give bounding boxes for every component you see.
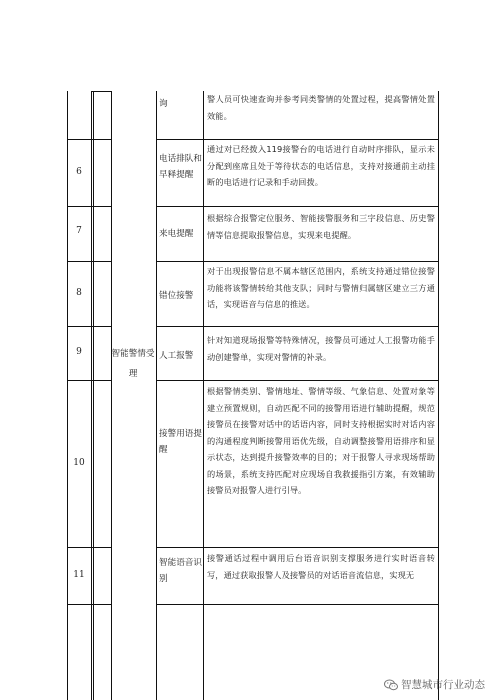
row-divider-7 (67, 604, 111, 605)
row-divider-6b (156, 547, 438, 548)
row-divider-4b (156, 326, 438, 327)
row-9-function: 人工报警 (159, 351, 194, 361)
table-col-divider-1 (91, 91, 92, 700)
row-divider-4 (67, 326, 111, 327)
row-8-description: 对于出现报警信息不属本辖区范围内，系统支持通过错位接警功能将该警情转给其他支队；同时与警情归属辖区建立三方通话，实现语音与信息的推送。 (207, 266, 435, 309)
row-divider-3 (67, 261, 111, 262)
watermark (384, 677, 485, 692)
table-border-right (438, 91, 439, 700)
row-divider-1 (67, 139, 111, 140)
row-9-description: 针对知道现场报警等特殊情况，接警员可通过人工报警功能手动创建警单，实现对警情的补录。 (207, 335, 435, 362)
row-divider-3b (156, 261, 438, 262)
table-col-divider-2 (111, 91, 112, 700)
row-divider-7b (156, 604, 438, 605)
wechat-icon (384, 679, 398, 691)
row-7-description: 根据综合报警定位服务、智能接警服务和三字段信息、历史警情等信息提取报警信息，实现来电提醒。 (207, 213, 435, 240)
table-col-divider-4 (203, 91, 204, 700)
row-11-description: 接警通话过程中调用后台语音识别支撑服务进行实时语音转写，通过获取报警人及接警员的对话语音流信息，实现无 (207, 553, 435, 580)
row-11-number: 11 (73, 570, 85, 580)
table-top-border (91, 91, 111, 92)
row-divider-6 (67, 547, 111, 548)
category-label: 智能警情受理 (111, 349, 155, 379)
row-divider-2 (67, 206, 111, 207)
row-0-function: 询 (159, 99, 168, 109)
row-10-function: 接警用语提醒 (159, 429, 202, 455)
row-8-function: 错位接警 (159, 291, 194, 301)
watermark-text: 智慧城市行业动态 (401, 679, 485, 691)
row-9-number: 9 (76, 347, 82, 357)
row-divider-5b (156, 380, 438, 381)
row-divider-5 (67, 380, 111, 381)
row-6-function: 电话排队和早释提醒 (159, 154, 202, 180)
row-10-number: 10 (73, 458, 85, 468)
row-divider-2b (156, 206, 438, 207)
table-col-divider-3 (156, 91, 157, 700)
row-10-description: 根据警情类别、警情地址、警情等级、气象信息、处置对象等建立预置规则，自动匹配不同的接警用语进行辅助提醒，规范接警员在接警对话中的话语内容，同时支持根据实时对话内容的沟通程度判断接警用语优先级，自动调整接警用语排序和显示状态，达到提升接警效率的目的；对于报警人寻求现场帮助的场景，系统支持匹配对应现场自我救援指引方案，有效辅助接警员对报警人进行引导。 (207, 386, 435, 495)
row-8-number: 8 (76, 288, 82, 298)
row-6-description: 通过对已经拨入119接警台的电话进行自动时序排队，显示未分配到座席且处于等待状态的电话信息，支持对接通前主动挂断的电话进行记录和手动回拨。 (207, 144, 435, 187)
row-0-description: 警人员可快速查询并参考同类警情的处置过程，提高警情处置效能。 (207, 94, 435, 121)
row-6-number: 6 (76, 167, 82, 177)
row-11-function: 智能语音识别 (159, 558, 202, 584)
row-7-number: 7 (76, 226, 82, 236)
row-7-function: 来电提醒 (159, 229, 194, 239)
table-col-divider-1b (93, 91, 94, 700)
row-divider-1b (156, 139, 438, 140)
table-border-left (67, 91, 68, 700)
